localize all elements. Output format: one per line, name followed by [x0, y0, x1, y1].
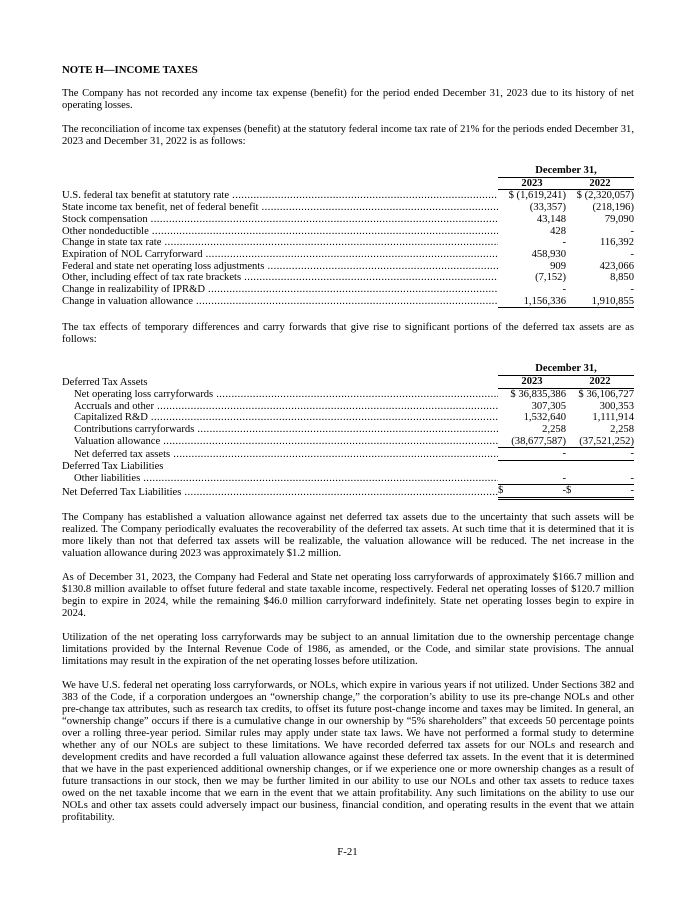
table-row — [62, 249, 634, 261]
column-header-2023: 2023 — [498, 177, 566, 190]
table-row — [62, 261, 634, 273]
table-row — [62, 202, 634, 214]
table-row — [62, 296, 634, 308]
page-number: F-21 — [337, 846, 358, 858]
document-content — [62, 64, 634, 824]
value-2022: 116,392 — [599, 237, 635, 249]
table-row — [62, 436, 634, 448]
value-2023: $ 36,835,386 — [510, 388, 566, 400]
table-header-row — [62, 165, 634, 177]
table-row — [62, 226, 634, 238]
row-label — [62, 448, 498, 461]
value-2022: $ (2,320,057) — [576, 190, 635, 202]
row-label — [62, 485, 498, 499]
row-label — [62, 272, 498, 284]
value-2023: 43,148 — [536, 213, 566, 225]
row-label — [62, 237, 498, 249]
total-value-text: - — [562, 485, 566, 497]
value-2022: (218,196) — [592, 202, 635, 214]
empty-cell — [498, 461, 566, 473]
table-row — [62, 272, 634, 284]
value-2022: 1,910,855 — [566, 296, 634, 308]
row-label-text: Net deferred tax assets ..... — [62, 449, 498, 460]
paragraph-reconciliation: The reconciliation of income tax expenses (benefit) at the statutory federal income tax rate of 21% for the periods ended December 31, 2023 and December 31, 2022 is as follows: — [62, 124, 634, 147]
value-2023: 2,258 — [542, 423, 566, 435]
value-2022: 2,258 — [610, 423, 635, 435]
row-label — [62, 424, 498, 436]
row-label-text: Capitalized R&D ..... — [62, 412, 498, 423]
value-2023: 428 — [550, 225, 566, 237]
table-row — [62, 401, 634, 413]
value-2023: - — [498, 448, 566, 461]
value-2022: - — [630, 225, 635, 237]
table-row — [62, 284, 634, 296]
table-row — [62, 190, 634, 202]
table-row — [62, 237, 634, 249]
table-header-row — [62, 177, 634, 190]
row-label-text: Net operating loss carryforwards ..... — [62, 389, 498, 400]
row-label — [62, 226, 498, 238]
value-2023: (38,677,587) — [498, 436, 566, 448]
paragraph-ownership-change: We have U.S. federal net operating loss carryforwards, or NOLs, which expire in various years if not utilized. Under Sections 382 and 383 of the Code, if a corporation undergoes an “ownership change,” the corporation’s ability to use its pre-change NOLs and other pre-change tax attributes, such as research tax credits, to offset its future post-change income and taxes may be limited. In general, an “ownership change” occurs if there is a cumulative change in our ownership by “5% shareholders” that exceeds 50 percentage points over a rolling three-year period. Similar rules may apply under state tax laws. We have not performed a formal study to determine whether any of our NOLs are subject to these limitations. We have recorded deferred tax assets for our NOLs and research and development credits and have recorded a full valuation allowance against these deferred tax assets. In the event that it is determined that we have in the past experienced additional ownership changes, or if we experience one or more ownership changes as a result of future transactions in our stock, then we may be further limited in our ability to use our NOLs and other tax assets to reduce taxes owed on the net taxable income that we earn in the event that we attain profitability. Any such limitations on the ability to use our NOLs and other tax assets could adversely impact our business, financial condition, and operating results in the event that we attain profitability. — [62, 680, 634, 824]
row-label — [62, 261, 498, 273]
total-value-2023 — [498, 485, 566, 499]
value-2023: $ (1,619,241) — [508, 190, 566, 202]
row-label-text: Other, including effect of tax rate brackets ..... — [62, 272, 498, 283]
value-2023: (7,152) — [535, 272, 566, 284]
row-label — [62, 296, 498, 308]
row-label-text: Other nondeductible ..... — [62, 226, 498, 237]
row-label-text: Stock compensation ..... — [62, 214, 498, 225]
value-2022: 8,850 — [610, 272, 635, 284]
row-label-text: Change in valuation allowance ..... — [62, 296, 498, 307]
row-label — [62, 249, 498, 261]
paragraph-intro: The Company has not recorded any income tax expense (benefit) for the period ended December 31, 2023 due to its history of net operating losses. — [62, 88, 634, 111]
value-2022: (37,521,252) — [566, 436, 634, 448]
value-2022: 423,066 — [599, 260, 635, 272]
table-row — [62, 473, 634, 485]
row-label-text: Expiration of NOL Carryforward ..... — [62, 249, 498, 260]
table-header-row — [62, 363, 634, 375]
value-2023: 1,532,640 — [523, 412, 566, 424]
row-label — [62, 214, 498, 226]
table-header-row — [62, 376, 634, 389]
row-label-text: Federal and state net operating loss adjustments ..... — [62, 261, 498, 272]
value-2022: - — [630, 284, 635, 296]
value-2022: - — [566, 473, 634, 485]
row-label — [62, 190, 498, 202]
value-2023: - — [498, 473, 566, 485]
row-label-text: U.S. federal tax benefit at statutory rate ..... — [62, 190, 498, 201]
value-2022: - — [630, 248, 635, 260]
row-label — [62, 388, 498, 400]
value-2023: - — [562, 284, 566, 296]
row-label — [62, 284, 498, 296]
value-2022: 300,353 — [599, 400, 635, 412]
period-header: December 31, — [498, 165, 634, 177]
reconciliation-table — [62, 165, 634, 308]
empty-cell — [566, 461, 634, 473]
row-label-text: Accruals and other ..... — [62, 401, 498, 412]
row-label — [62, 202, 498, 214]
table-row — [62, 448, 634, 461]
table-row — [62, 412, 634, 424]
deferred-tax-table — [62, 363, 634, 500]
row-label-text: Change in realizability of IPR&D ..... — [62, 284, 498, 295]
table-row — [62, 424, 634, 436]
value-2023: 307,305 — [531, 400, 566, 412]
row-label-text: Change in state tax rate ..... — [62, 237, 498, 248]
total-value-2022 — [566, 485, 634, 499]
total-row — [62, 485, 634, 499]
paragraph-utilization: Utilization of the net operating loss carryforwards may be subject to an annual limitation due to the ownership percentage change limitations provided by the Internal Revenue Code of 1986, as amended, or the Code, and similar state provisions. The annual limitations may result in the expiration of the net operating losses before utilization. — [62, 632, 634, 668]
row-label — [62, 473, 498, 485]
row-label-text: Net Deferred Tax Liabilities ..... — [62, 487, 498, 498]
column-header-2022: 2022 — [566, 177, 634, 190]
section-label-deferred-tax-assets: Deferred Tax Assets — [62, 376, 148, 388]
row-label-text: Other liabilities ..... — [62, 473, 498, 484]
value-2022: 1,111,914 — [592, 412, 635, 424]
value-2023: - — [562, 237, 566, 249]
row-label-text: State income tax benefit, net of federal benefit ..... — [62, 202, 498, 213]
row-label — [62, 436, 498, 448]
period-header: December 31, — [498, 363, 634, 375]
column-header-2023: 2023 — [498, 376, 566, 389]
total-value-text: - — [630, 485, 635, 497]
table-row — [62, 214, 634, 226]
section-label-deferred-tax-liabilities: Deferred Tax Liabilities — [62, 461, 164, 473]
value-2023: 1,156,336 — [498, 296, 566, 308]
note-title: NOTE H—INCOME TAXES — [62, 64, 198, 76]
row-label-text: Valuation allowance ..... — [62, 436, 498, 447]
table-row — [62, 461, 634, 473]
paragraph-valuation-allowance: The Company has established a valuation allowance against net deferred tax assets due to the uncertainty that such assets will be realized. The Company periodically evaluates the recoverability of the deferred tax assets. At such time that it is determined that it is more likely than not that deferred tax assets will be realizable, the valuation allowance will be reduced. The net increase in the valuation allowance during 2023 was approximately $1.2 million. — [62, 512, 634, 560]
paragraph-deferred-intro: The tax effects of temporary differences and carry forwards that give rise to significant portions of the deferred tax assets are as follows: — [62, 322, 634, 346]
value-2022: 79,090 — [604, 213, 635, 225]
value-2023: 909 — [550, 260, 566, 272]
table-row — [62, 388, 634, 400]
value-2023: (33,357) — [529, 202, 566, 214]
row-label-text: Contributions carryforwards ..... — [62, 424, 498, 435]
dollar-sign: $ — [498, 485, 504, 497]
row-label — [62, 401, 498, 413]
dollar-sign: $ — [566, 485, 572, 497]
paragraph-nol-carryforwards: As of December 31, 2023, the Company had Federal and State net operating loss carryforwards of approximately $166.7 million and $130.8 million available to offset future federal and state taxable income, respectively. Federal net operating losses of $120.7 million begin to expire in 2024, while the remaining $46.0 million carryforward indefinitely. State net operating losses begin to expire in 2024. — [62, 572, 634, 620]
value-2022: - — [566, 448, 634, 461]
value-2022: $ 36,106,727 — [578, 388, 635, 400]
value-2023: 458,930 — [531, 248, 566, 260]
column-header-2022: 2022 — [566, 376, 634, 389]
row-label — [62, 412, 498, 424]
